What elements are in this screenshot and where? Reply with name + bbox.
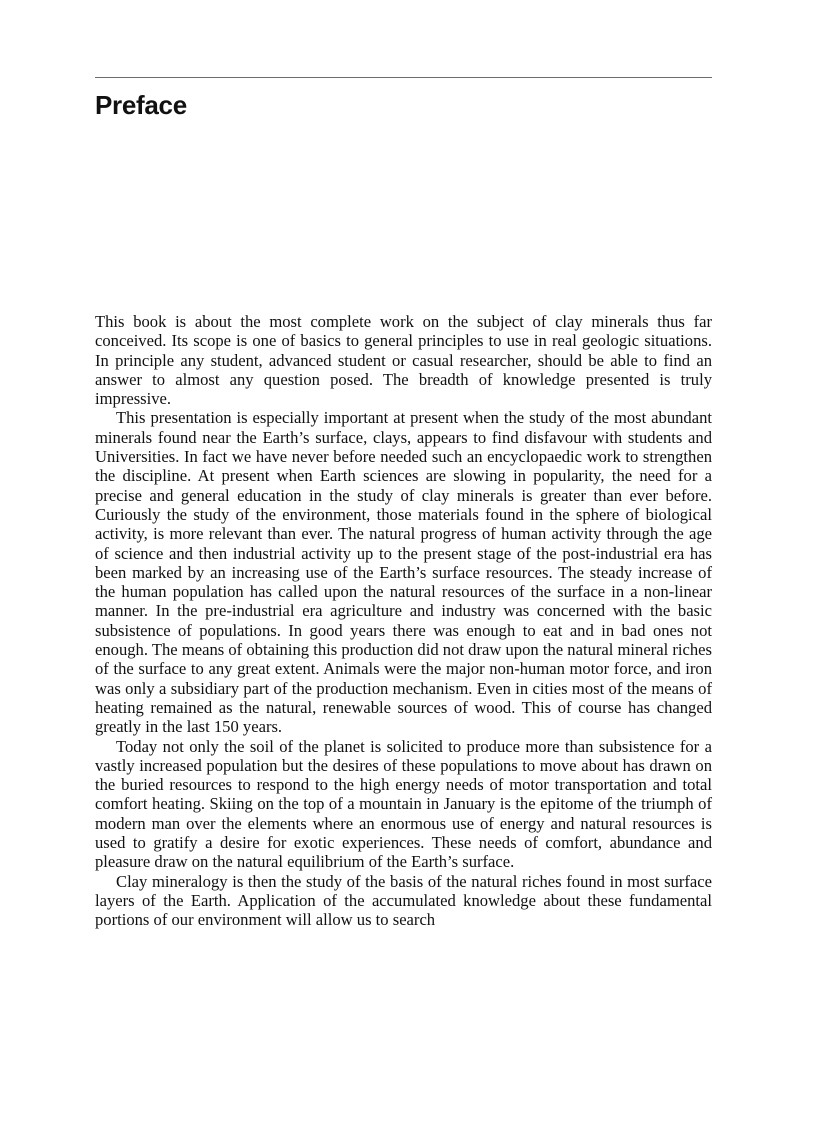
paragraph-4: Clay mineralogy is then the study of the basis of the natural riches found in most surface layers of the Earth. Application of the accumulated knowledge about these fundamental portions of our environment will allow us to search [95,871,712,930]
paragraph-1: This book is about the most complete work on the subject of clay minerals thus far conceived. Its scope is one of basics to general principles to use in real geologic situations. In principle any student, advanced student or casual researcher, should be able to find an answer to almost any question posed. The breadth of knowledge presented is truly impressive. [95,312,712,409]
preface-body [95,312,712,930]
header-rule [95,77,712,78]
paragraph-3: Today not only the soil of the planet is solicited to produce more than subsistence for a vastly increased population but the desires of these populations to move about has drawn on the buried resources to respond to the high energy needs of motor transportation and total comfort heating. Skiing on the top of a mountain in January is the epitome of the triumph of modern man over the elements where an enormous use of energy and natural resources is used to gratify a desire for exotic experiences. These needs of comfort, abundance and pleasure draw on the natural equilibrium of the Earth’s surface. [95,736,712,872]
paragraph-2: This presentation is especially important at present when the study of the most abundant minerals found near the Earth’s surface, clays, appears to find disfavour with students and Universities. In fact we have never before needed such an encyclopaedic work to strengthen the discipline. At present when Earth sciences are slowing in popularity, the need for a precise and general education in the study of clay minerals is greater than ever before. Curiously the study of the environment, those materials found in the sphere of biological activity, is more relevant than ever. The natural progress of human activity through the age of science and then industrial activity up to the present stage of the post-industrial era has been marked by an increasing use of the Earth’s surface resources. The steady increase of the human population has called upon the natural resources of the surface in a non-linear manner. In the pre-industrial era agriculture and industry was concerned with the basic subsistence of populations. In good years there was enough to eat and in bad ones not enough. The means of obtaining this production did not draw upon the natural mineral riches of the surface to any great extent. Animals were the major non-human motor force, and iron was only a subsidiary part of the production mechanism. Even in cities most of the means of heating remained as the natural, renewable sources of wood. This of course has changed greatly in the last 150 years. [95,408,712,737]
page-title: Preface [95,90,187,120]
